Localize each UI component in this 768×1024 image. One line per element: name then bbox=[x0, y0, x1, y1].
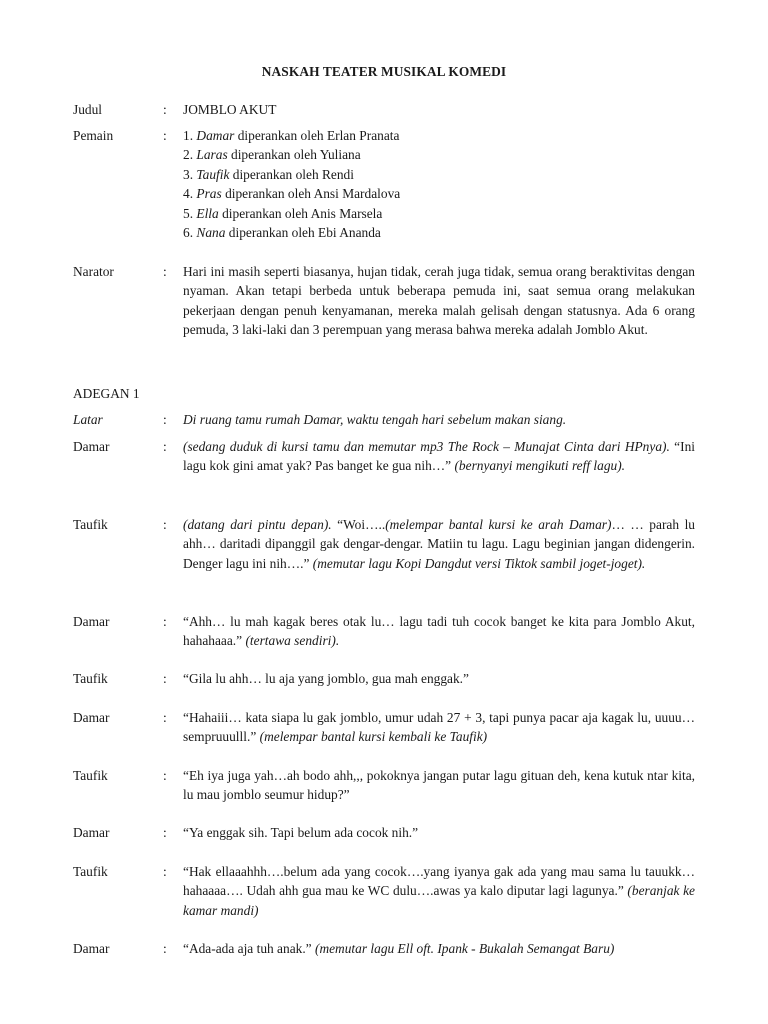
cast-item: 5. Ella diperankan oleh Anis Marsela bbox=[183, 205, 383, 221]
colon: : bbox=[163, 710, 167, 725]
scene-heading: ADEGAN 1 bbox=[73, 386, 140, 401]
speaker-label: Damar bbox=[73, 710, 110, 725]
speaker-label: Damar bbox=[73, 941, 110, 956]
latar-text: Di ruang tamu rumah Damar, waktu tengah hari sebelum makan siang. bbox=[183, 412, 567, 427]
colon: : bbox=[163, 264, 167, 279]
dialog-text: “Ya enggak sih. Tapi belum ada cocok nih.” bbox=[183, 825, 419, 840]
dialog-text: “Hahaiii… kata siapa lu gak jomblo, umur udah 27 + 3, tapi punya pacar aja kagak lu, uuuu…sempruuulll.” (melempar bantal kursi kembali ke Taufik) bbox=[183, 710, 695, 745]
speaker-label: Damar bbox=[73, 825, 110, 840]
judul-value: JOMBLO AKUT bbox=[183, 102, 277, 117]
judul-label: Judul bbox=[73, 102, 103, 117]
colon: : bbox=[163, 412, 167, 427]
dialog-text: “Eh iya juga yah…ah bodo ahh,,, pokoknya jangan putar lagu gituan deh, kena kutuk ntar kita, lu mau jomblo seumur hidup?” bbox=[183, 768, 695, 803]
cast-item: 2. Laras diperankan oleh Yuliana bbox=[183, 147, 361, 163]
pemain-label: Pemain bbox=[73, 128, 114, 143]
colon: : bbox=[163, 439, 167, 454]
colon: : bbox=[163, 941, 167, 956]
speaker-label: Taufik bbox=[73, 671, 108, 686]
speaker-label: Taufik bbox=[73, 768, 108, 783]
colon: : bbox=[163, 825, 167, 840]
dialog-text: (sedang duduk di kursi tamu dan memutar mp3 The Rock – Munajat Cinta dari HPnya). “Ini lagu kok gini amat yak? Pas banget ke gua nih…” (bernyanyi mengikuti reff lagu). bbox=[183, 439, 696, 474]
colon: : bbox=[163, 102, 167, 117]
speaker-label: Damar bbox=[73, 439, 110, 454]
cast-item: 3. Taufik diperankan oleh Rendi bbox=[183, 166, 354, 182]
dialog-text: “Ahh… lu mah kagak beres otak lu… lagu tadi tuh cocok banget ke kita para Jomblo Akut, hahahaaa.” (tertawa sendiri). bbox=[183, 614, 695, 649]
cast-item: 4. Pras diperankan oleh Ansi Mardalova bbox=[183, 186, 401, 202]
dialog-text: “Ada-ada aja tuh anak.” (memutar lagu Ell oft. Ipank - Bukalah Semangat Baru) bbox=[183, 941, 615, 956]
cast-item: 1. Damar diperankan oleh Erlan Pranata bbox=[183, 128, 400, 143]
colon: : bbox=[163, 671, 167, 686]
colon: : bbox=[163, 517, 167, 532]
cast-list bbox=[183, 126, 695, 242]
speaker-label: Damar bbox=[73, 614, 110, 629]
colon: : bbox=[163, 614, 167, 629]
document-title: NASKAH TEATER MUSIKAL KOMEDI bbox=[261, 64, 507, 79]
dialog-text: “Gila lu ahh… lu aja yang jomblo, gua mah enggak.” bbox=[183, 671, 469, 686]
latar-label: Latar bbox=[73, 412, 103, 427]
dialog-text: “Hak ellaaahhh….belum ada yang cocok….yang iyanya gak ada yang mau sama lu tauukk… hahaaaa…. Udah ahh gua mau ke WC dulu….awas ya kalo diputar lagi lagunya.” (beranjak ke kamar mandi) bbox=[183, 864, 695, 918]
colon: : bbox=[163, 768, 167, 783]
dialog-text: (datang dari pintu depan). “Woi…..(melempar bantal kursi ke arah Damar)… … parah lu ahh… daritadi dipanggil gak dengar-dengar. Matiin tu lagu. Lagu beginian jangan didengerin. Denger lagu ini nih….” (memutar lagu Kopi Dangdut versi Tiktok sambil joget-joget). bbox=[183, 517, 695, 571]
cast-item: 6. Nana diperankan oleh Ebi Ananda bbox=[183, 225, 381, 241]
speaker-label: Taufik bbox=[73, 517, 108, 532]
colon: : bbox=[163, 864, 167, 879]
narator-label: Narator bbox=[73, 264, 114, 279]
colon: : bbox=[163, 128, 167, 143]
speaker-label: Taufik bbox=[73, 864, 108, 879]
narator-text: Hari ini masih seperti biasanya, hujan tidak, cerah juga tidak, semua orang beraktivitas dengan nyaman. Akan tetapi berbeda untuk beberapa pemuda ini, saat semua orang melakukan pekerjaan dengan penuh kenyamanan, mereka malah gelisah dengan statusnya. Ada 6 orang pemuda, 3 laki-laki dan 3 perempuan yang merasa bahwa mereka adalah Jomblo Akut. bbox=[183, 264, 695, 338]
